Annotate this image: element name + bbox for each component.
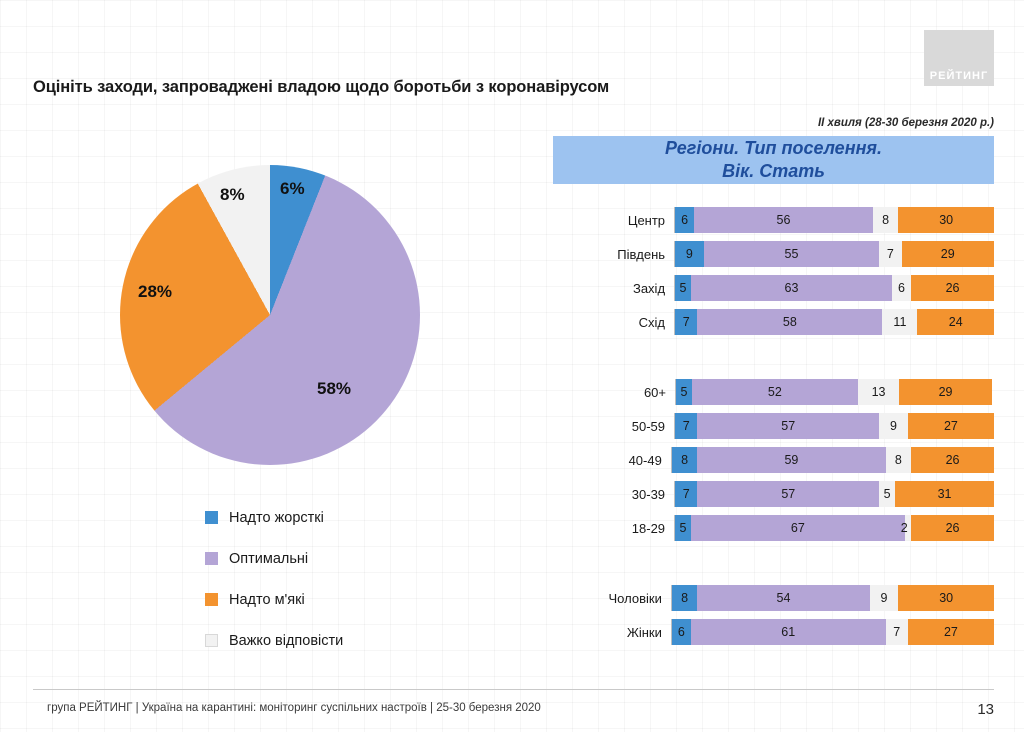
bar-segment-value: 27	[943, 419, 958, 433]
bar-segment-value: 30	[939, 213, 954, 227]
right-panel-header	[553, 136, 994, 184]
pie-label-too-soft: 28%	[138, 282, 173, 301]
bar-row	[553, 205, 994, 235]
bar-row	[553, 273, 994, 303]
bar-category-label: Жінки	[626, 624, 662, 640]
bar-segment-value: 6	[898, 281, 905, 295]
bar-row	[553, 583, 994, 613]
bar-segment	[870, 585, 899, 611]
bar-segment	[908, 619, 994, 645]
bar-segment-value: 7	[893, 625, 901, 639]
bar-segment-value: 13	[871, 385, 886, 399]
bar-row	[553, 377, 994, 407]
bar-segment	[899, 379, 992, 405]
bar-segment-value: 27	[943, 625, 958, 639]
bar-segment-value: 58	[782, 315, 797, 329]
legend-item	[205, 620, 343, 661]
bar-segment	[675, 207, 694, 233]
bar-segment	[694, 207, 873, 233]
bar-segment-value: 24	[948, 315, 963, 329]
footer-divider	[33, 689, 994, 690]
legend-item	[205, 579, 343, 620]
bar-segment-value: 6	[681, 213, 689, 227]
bar-segment-value: 9	[890, 419, 897, 433]
bar-segment-value: 26	[945, 453, 960, 467]
bar-track	[674, 481, 994, 507]
bar-row	[553, 239, 994, 269]
bar-track	[674, 413, 994, 439]
bar-track	[674, 241, 994, 267]
bar-segment-value: 8	[894, 453, 902, 467]
bar-segment	[917, 309, 994, 335]
bar-category-label: Схід	[638, 314, 666, 330]
bar-segment-value: 5	[679, 521, 687, 535]
bar-category-label: Центр	[627, 212, 666, 228]
bar-segment-value: 55	[784, 247, 799, 261]
bar-track	[671, 619, 994, 645]
legend-item	[205, 538, 343, 579]
legend-label: Важко відповісти	[229, 632, 344, 649]
bar-segment	[902, 241, 995, 267]
bar-segment-value: 5	[883, 487, 891, 501]
legend-swatch-icon	[205, 593, 218, 606]
bar-row	[553, 479, 994, 509]
bar-segment	[879, 413, 908, 439]
bar-segment	[873, 207, 899, 233]
bar-segment	[675, 309, 697, 335]
bar-segment	[898, 585, 994, 611]
rating-logo	[924, 30, 994, 86]
bar-segment-value: 2	[900, 521, 908, 535]
bar-track	[671, 447, 994, 473]
bar-segment	[697, 585, 869, 611]
bar-segment-value: 59	[784, 453, 799, 467]
legend-item	[205, 497, 343, 538]
bar-segment-value: 57	[781, 487, 796, 501]
bar-row	[553, 445, 994, 475]
bar-segment-value: 57	[781, 419, 796, 433]
panel-header-line1: Регіони. Тип поселення.	[664, 138, 883, 158]
bar-track	[674, 207, 994, 233]
page-number: 13	[977, 701, 994, 718]
wave-note: II хвиля (28-30 березня 2020 р.)	[817, 117, 994, 129]
bar-segment-value: 8	[681, 591, 689, 605]
legend-swatch-icon	[205, 511, 218, 524]
bar-track	[674, 275, 994, 301]
bar-segment	[675, 275, 691, 301]
legend-label: Оптимальні	[229, 550, 309, 567]
bar-segment-value: 7	[682, 419, 690, 433]
bar-category-label: 50-59	[631, 418, 666, 434]
bar-segment-value: 54	[776, 591, 791, 605]
bar-segment	[672, 585, 698, 611]
pie-disc	[120, 165, 420, 465]
bar-row	[553, 307, 994, 337]
bar-segment	[675, 481, 697, 507]
bar-segment	[886, 447, 912, 473]
footer-text: група РЕЙТИНГ | Україна на карантині: моніторинг суспільних настроїв | 25-30 березня 2020	[47, 702, 541, 714]
bar-track	[671, 585, 994, 611]
bar-segment	[692, 379, 858, 405]
bar-track	[675, 379, 994, 405]
bar-segment-value: 11	[893, 315, 907, 329]
bar-segment-value: 26	[945, 521, 960, 535]
bar-segment-value: 5	[680, 385, 688, 399]
bar-row	[553, 411, 994, 441]
bar-segment	[892, 275, 911, 301]
logo-text: РЕЙТИНГ	[929, 70, 989, 82]
bar-segment-value: 7	[682, 315, 690, 329]
bar-segment	[676, 379, 692, 405]
bar-segment	[697, 481, 879, 507]
bar-segment	[879, 241, 901, 267]
bar-segment	[911, 275, 994, 301]
bar-segment	[691, 619, 886, 645]
bar-segment-value: 26	[945, 281, 960, 295]
bar-segment-value: 30	[939, 591, 954, 605]
bar-segment	[697, 447, 885, 473]
bar-segment-value: 9	[880, 591, 888, 605]
bar-category-label: Південь	[617, 246, 666, 262]
bar-segment	[886, 619, 908, 645]
pie-chart	[120, 165, 430, 475]
bar-category-label: 30-39	[631, 486, 666, 502]
pie-label-hard-to-say: 8%	[220, 185, 245, 204]
bar-segment-value: 5	[679, 281, 687, 295]
bar-segment-value: 63	[784, 281, 799, 295]
bar-segment	[672, 619, 691, 645]
bar-segment-value: 56	[776, 213, 791, 227]
bar-segment	[879, 481, 895, 507]
bar-category-label: Захід	[632, 280, 666, 296]
bar-segment-value: 8	[882, 213, 890, 227]
bar-segment-value: 7	[886, 247, 894, 261]
legend-label: Надто м'які	[229, 591, 305, 608]
bar-segment	[898, 207, 994, 233]
bar-category-label: 18-29	[631, 520, 666, 536]
bar-track	[674, 309, 994, 335]
bar-segment	[672, 447, 698, 473]
legend-label: Надто жорсткі	[229, 509, 324, 526]
legend-swatch-icon	[205, 634, 218, 647]
pie-legend	[205, 497, 343, 661]
bar-category-label: 40-49	[628, 452, 662, 468]
bar-segment-value: 9	[685, 247, 693, 261]
bar-segment-value: 29	[938, 385, 953, 399]
pie-label-optimal: 58%	[317, 379, 352, 398]
bar-segment-value: 31	[937, 487, 952, 501]
bar-row	[553, 617, 994, 647]
bar-segment	[691, 275, 892, 301]
legend-swatch-icon	[205, 552, 218, 565]
bar-segment-value: 67	[790, 521, 805, 535]
bar-segment	[675, 241, 704, 267]
bar-segment	[895, 481, 994, 507]
bar-segment	[691, 515, 905, 541]
bar-category-label: Чоловіки	[608, 590, 662, 606]
bar-segment-value: 61	[781, 625, 796, 639]
bar-segment	[911, 447, 994, 473]
page-title: Оцініть заходи, запроваджені владою щодо боротьби з коронавірусом	[33, 78, 610, 96]
bar-row	[553, 513, 994, 543]
bar-segment-value: 29	[940, 247, 955, 261]
bar-segment	[697, 309, 882, 335]
bar-segment	[882, 309, 917, 335]
bar-segment	[858, 379, 899, 405]
pie-label-too-strict: 6%	[280, 179, 305, 198]
bar-segment	[704, 241, 879, 267]
bar-segment-value: 7	[682, 487, 690, 501]
bar-segment	[675, 413, 697, 439]
bar-segment	[697, 413, 879, 439]
bar-segment-value: 6	[677, 625, 685, 639]
bar-segment	[908, 413, 994, 439]
bar-segment-value: 52	[767, 385, 782, 399]
stacked-bar-chart	[553, 205, 994, 651]
bar-segment	[911, 515, 994, 541]
bar-track	[674, 515, 994, 541]
bar-segment-value: 8	[681, 453, 689, 467]
bar-segment	[675, 515, 691, 541]
panel-header-line2: Вік. Стать	[722, 161, 825, 181]
bar-category-label: 60+	[643, 384, 666, 400]
